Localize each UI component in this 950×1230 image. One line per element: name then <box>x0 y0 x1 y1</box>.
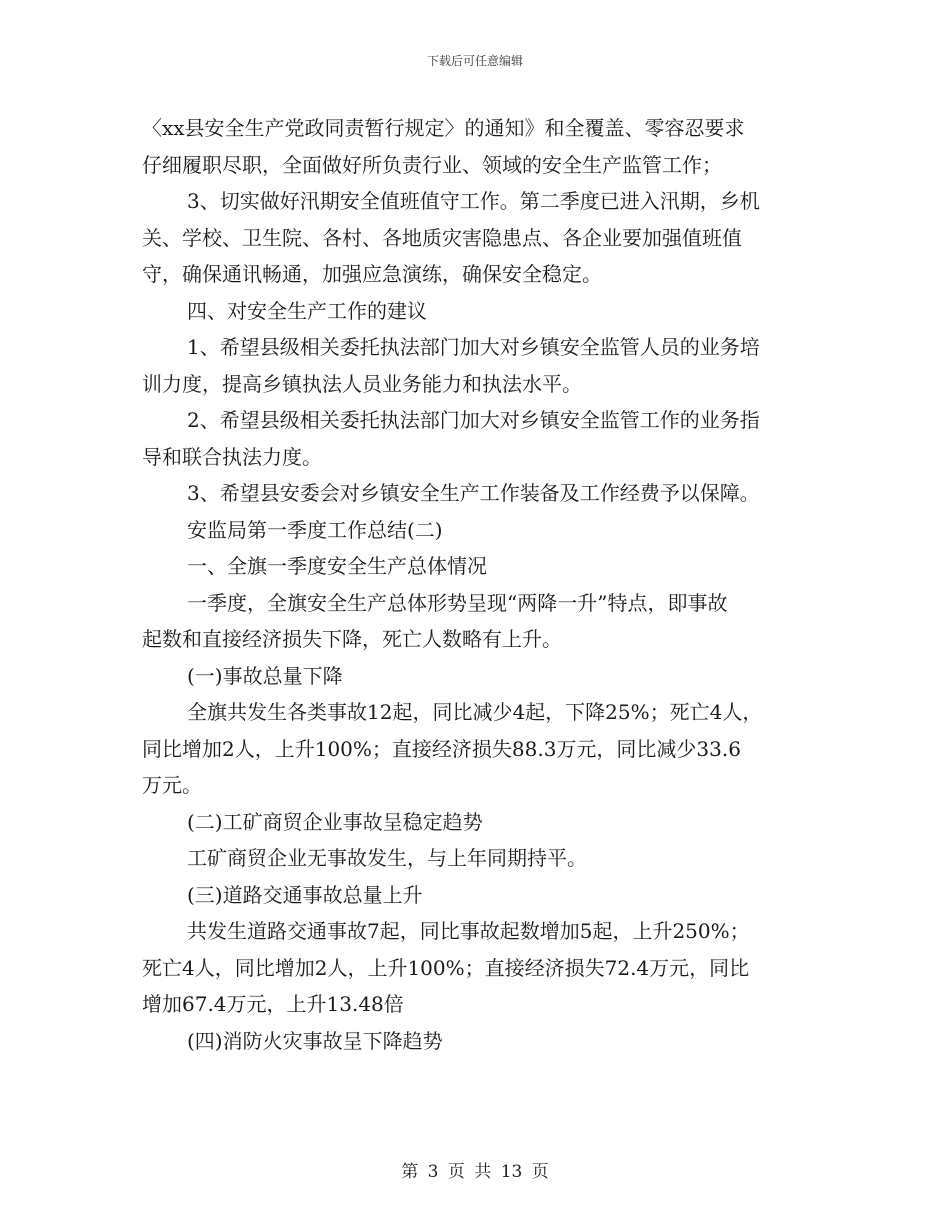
subsection-heading: (三)道路交通事故总量上升 <box>187 882 423 907</box>
text-line: 〈xx县安全生产党政同责暂行规定〉的通知》和全覆盖、零容忍要求 <box>142 116 745 140</box>
document-body <box>142 110 812 1059</box>
text-line: 死亡4人，同比增加2人，上升100%；直接经济损失72.4万元，同比 <box>142 955 750 980</box>
text-line: 3、希望县安委会对乡镇安全生产工作装备及工作经费予以保障。 <box>187 481 760 505</box>
text-line: 导和联合执法力度。 <box>142 444 322 469</box>
text-line: 仔细履职尽职，全面做好所负责行业、领域的安全生产监管工作； <box>142 152 722 177</box>
text-line: 1、希望县级相关委托执法部门加大对乡镇安全监管人员的业务培 <box>187 335 760 359</box>
text-line: 全旗共发生各类事故12起，同比减少4起，下降25%；死亡4人， <box>187 700 763 724</box>
subsection-heading: (二)工矿商贸企业事故呈稳定趋势 <box>187 809 483 834</box>
text-line: 2、希望县级相关委托执法部门加大对乡镇安全监管工作的业务指 <box>187 408 760 432</box>
text-line: 共发生道路交通事故7起，同比事故起数增加5起，上升250%； <box>187 919 750 943</box>
subsection-heading: (一)事故总量下降 <box>187 663 343 688</box>
text-line: 同比增加2人，上升100%；直接经济损失88.3万元，同比减少33.6 <box>142 736 741 761</box>
text-line: 守，确保通讯畅通，加强应急演练，确保安全稳定。 <box>142 262 602 286</box>
text-line: 起数和直接经济损失下降，死亡人数略有上升。 <box>142 627 562 651</box>
text-line: 工矿商贸企业无事故发生，与上年同期持平。 <box>187 846 587 870</box>
text-line: 关、学校、卫生院、各村、各地质灾害隐患点、各企业要加强值班值 <box>142 225 742 250</box>
document-title: 安监局第一季度工作总结(二) <box>187 517 443 542</box>
text-line: 训力度，提高乡镇执法人员业务能力和执法水平。 <box>142 371 582 396</box>
section-heading: 四、对安全生产工作的建议 <box>187 298 427 323</box>
page-header: 下载后可任意编辑 <box>426 54 523 68</box>
text-line: 3、切实做好汛期安全值班值守工作。第二季度已进入汛期，乡机 <box>187 189 760 213</box>
text-line: 万元。 <box>142 773 202 797</box>
page-number: 第 3 页 共 13 页 <box>401 1162 549 1182</box>
subsection-heading: (四)消防火灾事故呈下降趋势 <box>187 1028 443 1053</box>
text-line: 一季度，全旗安全生产总体形势呈现“两降一升”特点，即事故 <box>187 590 728 615</box>
section-heading: 一、全旗一季度安全生产总体情况 <box>187 554 487 578</box>
text-line: 增加67.4万元，上升13.48倍 <box>142 992 404 1016</box>
